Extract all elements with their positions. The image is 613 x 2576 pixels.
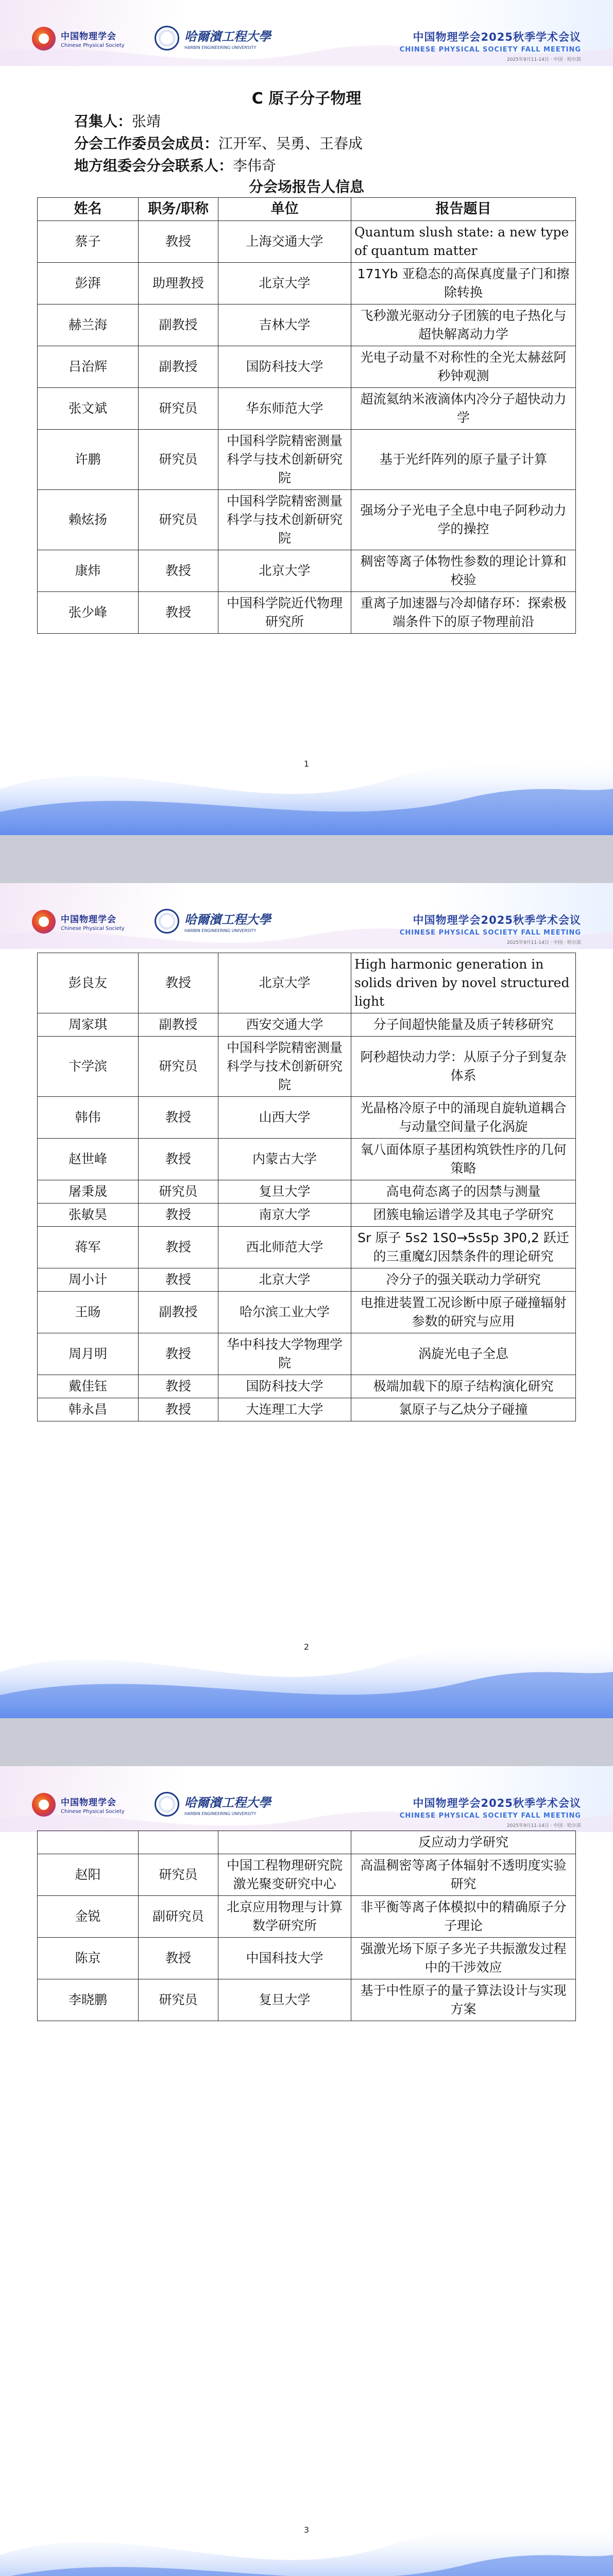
- header-rank: 职务/职称: [139, 198, 218, 221]
- speaker-rank: 研究员: [139, 430, 218, 490]
- talk-title: 强场分子光电子全息中电子阿秒动力学的操控: [351, 490, 576, 550]
- conference-title-cn: 中国物理学会2025秋季学术会议: [413, 31, 581, 43]
- hit-logo: [155, 26, 271, 50]
- speaker-name: 卞学滨: [38, 1037, 139, 1097]
- table-row: [38, 263, 576, 304]
- header-unit: 单位: [218, 198, 351, 221]
- talk-title: 阿秒超快动力学：从原子分子到复杂体系: [351, 1037, 576, 1097]
- cps-logo: [32, 910, 125, 934]
- speaker-unit: 中国科学院精密测量科学与技术创新研究院: [218, 490, 351, 550]
- speaker-name: 戴佳钰: [38, 1375, 139, 1398]
- speaker-unit: 复旦大学: [218, 1180, 351, 1204]
- speaker-rank: 副教授: [139, 346, 218, 388]
- speaker-name: 蔡子: [38, 221, 139, 263]
- speaker-name: 彭良友: [38, 953, 139, 1013]
- speaker-unit: 山西大学: [218, 1097, 351, 1139]
- cps-name-en: Chinese Physical Society: [61, 1809, 125, 1815]
- cps-name-en: Chinese Physical Society: [61, 43, 125, 48]
- speaker-name: 张文斌: [38, 388, 139, 430]
- table-row: [38, 550, 576, 592]
- table-caption: 分会场报告人信息: [248, 178, 364, 195]
- speaker-unit: 北京应用物理与计算数学研究所: [218, 1896, 351, 1938]
- conference-title-en: CHINESE PHYSICAL SOCIETY FALL MEETING: [399, 929, 581, 937]
- speaker-rank: 研究员: [139, 490, 218, 550]
- hit-name-cn: 哈爾濱工程大學: [184, 29, 271, 44]
- header-name: 姓名: [38, 198, 139, 221]
- talk-title: 反应动力学研究: [351, 1831, 576, 1854]
- speaker-name: 韩永昌: [38, 1398, 139, 1421]
- speaker-rank: 教授: [139, 592, 218, 634]
- speaker-rank: [139, 1831, 218, 1854]
- page-3: [0, 1766, 613, 2576]
- speaker-unit: 北京大学: [218, 263, 351, 304]
- speaker-rank: 副教授: [139, 304, 218, 346]
- speaker-unit: 北京大学: [218, 550, 351, 592]
- talk-title: 分子间超快能量及质子转移研究: [351, 1013, 576, 1037]
- speaker-unit: 西安交通大学: [218, 1013, 351, 1037]
- table-header-row: [38, 198, 576, 221]
- table-row: [38, 490, 576, 550]
- table-row: [38, 1139, 576, 1180]
- talk-title: 171Yb 亚稳态的高保真度量子门和擦除转换: [351, 263, 576, 304]
- speaker-table-continued: [37, 953, 576, 1421]
- table-row: [38, 1227, 576, 1268]
- speaker-unit: 中国科技大学: [218, 1938, 351, 1979]
- page-number: 3: [303, 2525, 310, 2535]
- talk-title: 电推进装置工况诊断中原子碰撞辐射参数的研究与应用: [351, 1292, 576, 1333]
- talk-title: High harmonic generation in solids driven by novel structured light: [351, 953, 576, 1013]
- speaker-rank: 助理教授: [139, 263, 218, 304]
- speaker-unit: 中国科学院近代物理研究所: [218, 592, 351, 634]
- speaker-rank: 研究员: [139, 1854, 218, 1896]
- speaker-rank: 教授: [139, 1097, 218, 1139]
- committee-line: [37, 132, 576, 155]
- table-row: [38, 1938, 576, 1979]
- speaker-rank: 教授: [139, 1375, 218, 1398]
- talk-title: 氧八面体原子基团构筑铁性序的几何策略: [351, 1139, 576, 1180]
- conference-title: [400, 29, 581, 62]
- hit-logo: [155, 909, 271, 934]
- speaker-rank: 副研究员: [139, 1896, 218, 1938]
- speaker-name: 康炜: [38, 550, 139, 592]
- talk-title: 氯原子与乙炔分子碰撞: [351, 1398, 576, 1421]
- footer-wave-decoration: [0, 717, 613, 835]
- speaker-rank: 研究员: [139, 388, 218, 430]
- table-row: [38, 953, 576, 1013]
- page-1-content: [37, 88, 576, 634]
- talk-title: 非平衡等离子体模拟中的精确原子分子理论: [351, 1896, 576, 1938]
- speaker-rank: 教授: [139, 550, 218, 592]
- convener-label: 召集人：: [74, 113, 132, 130]
- hit-name-cn: 哈爾濱工程大學: [184, 1795, 271, 1810]
- conference-title-en: CHINESE PHYSICAL SOCIETY FALL MEETING: [399, 1812, 581, 1820]
- local-contact-label: 地方组委会分会联系人：: [74, 157, 233, 174]
- hit-logo: [155, 1792, 271, 1817]
- speaker-name: 周小计: [38, 1268, 139, 1292]
- hit-name-en: HARBIN ENGINEERING UNIVERSITY: [184, 45, 257, 50]
- speaker-rank: 研究员: [139, 1037, 218, 1097]
- talk-title: 基于中性原子的量子算法设计与实现方案: [351, 1979, 576, 2021]
- local-contact-value: 李伟奇: [233, 157, 277, 174]
- section-title: C 原子分子物理: [251, 90, 362, 108]
- talk-title: 超流氦纳米液滴体内冷分子超快动力学: [351, 388, 576, 430]
- hit-name-en: HARBIN ENGINEERING UNIVERSITY: [184, 1811, 257, 1816]
- speaker-rank: 教授: [139, 1227, 218, 1268]
- hit-emblem-icon: [155, 909, 179, 934]
- speaker-unit: 内蒙古大学: [218, 1139, 351, 1180]
- table-row: [38, 1831, 576, 1854]
- table-row: [38, 1333, 576, 1375]
- speaker-name: 陈京: [38, 1938, 139, 1979]
- conference-title-cn: 中国物理学会2025秋季学术会议: [413, 914, 581, 926]
- page-2-content: [37, 953, 576, 1421]
- table-row: [38, 430, 576, 490]
- page-1: [0, 0, 613, 835]
- conference-title-cn: 中国物理学会2025秋季学术会议: [413, 1797, 581, 1809]
- table-row: [38, 1180, 576, 1204]
- page-header: [0, 1766, 613, 1832]
- speaker-unit: 吉林大学: [218, 304, 351, 346]
- speaker-name: 蒋军: [38, 1227, 139, 1268]
- table-row: [38, 1854, 576, 1896]
- talk-title: 基于光纤阵列的原子量子计算: [351, 430, 576, 490]
- talk-title: 高电荷态离子的因禁与测量: [351, 1180, 576, 1204]
- table-row: [38, 304, 576, 346]
- speaker-unit: 中国工程物理研究院激光聚变研究中心: [218, 1854, 351, 1896]
- committee-label: 分会工作委员会成员：: [74, 135, 219, 152]
- hit-name-cn: 哈爾濱工程大學: [184, 912, 271, 927]
- page-number: 1: [303, 759, 310, 769]
- speaker-unit: 大连理工大学: [218, 1398, 351, 1421]
- conference-title: [400, 912, 581, 945]
- cps-name-cn: 中国物理学会: [61, 31, 116, 42]
- hit-name-en: HARBIN ENGINEERING UNIVERSITY: [184, 928, 257, 933]
- speaker-name: 周月明: [38, 1333, 139, 1375]
- table-row: [38, 1037, 576, 1097]
- speaker-name: 赫兰海: [38, 304, 139, 346]
- speaker-rank: 教授: [139, 1268, 218, 1292]
- table-row: [38, 1204, 576, 1227]
- speaker-name: 张敏昊: [38, 1204, 139, 1227]
- cps-emblem-icon: [32, 1793, 56, 1817]
- table-row: [38, 1375, 576, 1398]
- speaker-table-continued: [37, 1831, 576, 2021]
- speaker-name: [38, 1831, 139, 1854]
- speaker-unit: 西北师范大学: [218, 1227, 351, 1268]
- table-row: [38, 1013, 576, 1037]
- local-contact-line: [37, 155, 576, 177]
- talk-title: Quantum slush state: a new type of quantum matter: [351, 221, 576, 263]
- speaker-unit: 中国科学院精密测量科学与技术创新研究院: [218, 1037, 351, 1097]
- speaker-name: 赵阳: [38, 1854, 139, 1896]
- talk-title: 光晶格冷原子中的涌现自旋轨道耦合与动量空间量子化涡旋: [351, 1097, 576, 1139]
- speaker-unit: 华中科技大学物理学院: [218, 1333, 351, 1375]
- speaker-name: 周家琪: [38, 1013, 139, 1037]
- conference-date-place: 2025年9月11-14日 · 中国 · 哈尔滨: [507, 1823, 581, 1828]
- speaker-name: 赖炫扬: [38, 490, 139, 550]
- speaker-unit: 北京大学: [218, 1268, 351, 1292]
- speaker-unit: 国防科技大学: [218, 346, 351, 388]
- speaker-name: 彭湃: [38, 263, 139, 304]
- cps-logo: [32, 1793, 125, 1817]
- talk-title: 极端加载下的原子结构演化研究: [351, 1375, 576, 1398]
- talk-title: 团簇电输运谱学及其电子学研究: [351, 1204, 576, 1227]
- conference-title-en: CHINESE PHYSICAL SOCIETY FALL MEETING: [399, 46, 581, 54]
- speaker-name: 张少峰: [38, 592, 139, 634]
- table-row: [38, 1097, 576, 1139]
- convener-line: [37, 110, 576, 132]
- cps-name-cn: 中国物理学会: [61, 1798, 116, 1808]
- cps-name-en: Chinese Physical Society: [61, 926, 125, 931]
- table-row: [38, 388, 576, 430]
- table-row: [38, 1292, 576, 1333]
- speaker-rank: 教授: [139, 953, 218, 1013]
- speaker-rank: 研究员: [139, 1180, 218, 1204]
- talk-title: 高温稠密等离子体辐射不透明度实验研究: [351, 1854, 576, 1896]
- speaker-rank: 教授: [139, 1333, 218, 1375]
- cps-emblem-icon: [32, 910, 56, 934]
- page-2: [0, 883, 613, 1718]
- table-row: [38, 1896, 576, 1938]
- speaker-unit: [218, 1831, 351, 1854]
- page-3-content: [37, 1831, 576, 2021]
- talk-title: 强激光场下原子多光子共振激发过程中的干涉效应: [351, 1938, 576, 1979]
- talk-title: 重离子加速器与冷却储存环：探索极端条件下的原子物理前沿: [351, 592, 576, 634]
- speaker-name: 吕治辉: [38, 346, 139, 388]
- speaker-name: 王旸: [38, 1292, 139, 1333]
- speaker-unit: 中国科学院精密测量科学与技术创新研究院: [218, 430, 351, 490]
- speaker-rank: 教授: [139, 221, 218, 263]
- cps-emblem-icon: [32, 27, 56, 50]
- table-row: [38, 346, 576, 388]
- footer-wave-decoration: [0, 1600, 613, 1718]
- page-number: 2: [303, 1642, 310, 1652]
- table-row: [38, 1979, 576, 2021]
- talk-title: 冷分子的强关联动力学研究: [351, 1268, 576, 1292]
- speaker-unit: 华东师范大学: [218, 388, 351, 430]
- speaker-unit: 南京大学: [218, 1204, 351, 1227]
- hit-emblem-icon: [155, 26, 179, 50]
- speaker-rank: 教授: [139, 1938, 218, 1979]
- page-header: [0, 883, 613, 949]
- speaker-name: 许鹏: [38, 430, 139, 490]
- speaker-rank: 副教授: [139, 1292, 218, 1333]
- page-header: [0, 0, 613, 66]
- header-title: 报告题目: [351, 198, 576, 221]
- speaker-name: 韩伟: [38, 1097, 139, 1139]
- talk-title: 飞秒激光驱动分子团簇的电子热化与超快解离动力学: [351, 304, 576, 346]
- speaker-name: 金锐: [38, 1896, 139, 1938]
- cps-logo: [32, 27, 125, 50]
- speaker-unit: 上海交通大学: [218, 221, 351, 263]
- speaker-name: 赵世峰: [38, 1139, 139, 1180]
- speaker-name: 屠秉晟: [38, 1180, 139, 1204]
- conference-title: [400, 1795, 581, 1828]
- speaker-unit: 北京大学: [218, 953, 351, 1013]
- conference-date-place: 2025年9月11-14日 · 中国 · 哈尔滨: [507, 57, 581, 62]
- committee-value: 江开军、吴勇、王春成: [218, 135, 363, 152]
- speaker-rank: 教授: [139, 1398, 218, 1421]
- speaker-table: [37, 197, 576, 634]
- talk-title: Sr 原子 5s2 1S0→5s5p 3P0,2 跃迁的三重魔幻因禁条件的理论研究: [351, 1227, 576, 1268]
- convener-value: 张靖: [132, 113, 161, 130]
- speaker-rank: 教授: [139, 1204, 218, 1227]
- speaker-rank: 研究员: [139, 1979, 218, 2021]
- speaker-unit: 国防科技大学: [218, 1375, 351, 1398]
- speaker-unit: 复旦大学: [218, 1979, 351, 2021]
- talk-title: 光电子动量不对称性的全光太赫兹阿秒钟观测: [351, 346, 576, 388]
- table-row: [38, 221, 576, 263]
- talk-title: 涡旋光电子全息: [351, 1333, 576, 1375]
- cps-name-cn: 中国物理学会: [61, 914, 116, 925]
- table-row: [38, 1268, 576, 1292]
- conference-date-place: 2025年9月11-14日 · 中国 · 哈尔滨: [507, 940, 581, 945]
- table-row: [38, 592, 576, 634]
- speaker-unit: 哈尔滨工业大学: [218, 1292, 351, 1333]
- table-row: [38, 1398, 576, 1421]
- hit-emblem-icon: [155, 1792, 179, 1817]
- speaker-name: 李晓鹏: [38, 1979, 139, 2021]
- speaker-rank: 教授: [139, 1139, 218, 1180]
- talk-title: 稠密等离子体物性参数的理论计算和校验: [351, 550, 576, 592]
- speaker-rank: 副教授: [139, 1013, 218, 1037]
